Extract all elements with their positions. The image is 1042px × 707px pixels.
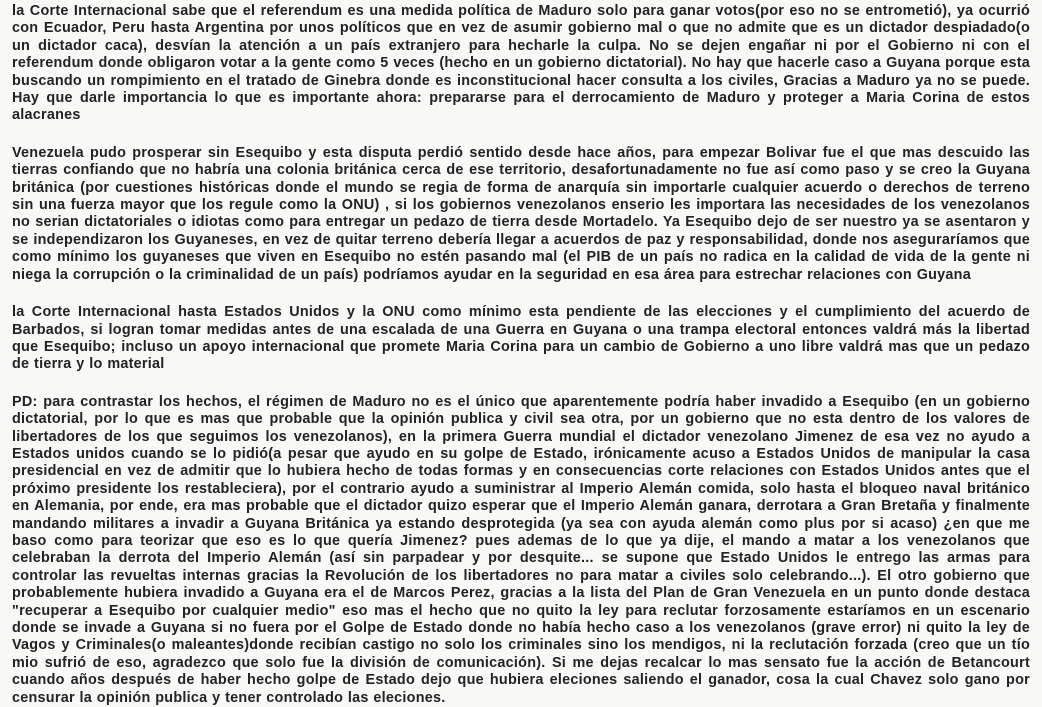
note-paragraph: la Corte Internacional hasta Estados Unidos y la ONU como mínimo esta pendiente de las elecciones y el cumplimiento del acuerdo de Barbados, si logran tomar medidas antes de una escalada de una Guerra en Guyana o una trampa electoral entonces valdrá más la libertad que Esequibo; incluso un apoyo internacional que promete Maria Corina para un cambio de Gobierno a uno libre valdrá mas que un pedazo de tierra y lo material: [12, 304, 1030, 373]
note-paragraph: PD: para contrastar los hechos, el régimen de Maduro no es el único que aparentemente podría haber invadido a Esequibo (en un gobierno dictatorial, por lo que es mas que probable que la opinión publica y civil sea otra, por un gobierno que no esta dentro de los valores de libertadores de los que seguimos los venezolanos), en la primera Guerra mundial el dictador venezolano Jimenez de esa vez no ayudo a Estados unidos cuando se lo pidió(a pesar que ayudo en su golpe de Estado, irónicamente acuso a Estados Unidos de manipular la casa presidencial en vez de admitir que lo hubiera hecho de todas formas y en consecuencias corte relaciones con Estados Unidos antes que el próximo presidente los restableciera), por el contrario ayudo a suministrar al Imperio Alemán comida, solo hasta el bloqueo naval británico en Alemania, por ende, era mas probable que el dictador quizo esperar que el Imperio Alemán ganara, derrotara a Gran Bretaña y finalmente mandando militares a invadir a Guyana Británica ya estando desprotegida (ya sea con ayuda alemán como plus por si acaso) ¿en que me baso como para teorizar que eso es lo que quería Jimenez? pues ademas de lo que ya dije, el mando a matar a los venezolanos que celebraban la derrota del Imperio Alemán (así sin parpadear y por desquite... se supone que Estado Unidos le entrego las armas para controlar las revueltas internas gracias la Revolución de los libertadores no para matar a civiles solo celebrando...). El otro gobierno que probablemente hubiera invadido a Guyana era el de Marcos Perez, gracias a la lista del Plan de Gran Venezuela en un punto donde destaca "recuperar a Esequibo por cualquier medio" eso mas el hecho que no quito la ley para reclutar forzosamente estaríamos en un escenario donde se invade a Guyana si no fuera por el Golpe de Estado donde no había hecho caso a los venezolanos (grave error) ni quito la ley de Vagos y Criminales(o maleantes)donde recibían castigo no solo los criminales sino los mendigos, ni la reclutación forzada (creo que un tío mio sufrió de eso, agradezco que solo fue la división de comunicación). Si me dejas recalcar lo mas sensato fue la acción de Betancourt cuando años después de haber hecho golpe de Estado dejo que hubiera eleciones saliendo el ganador, cosa la cual Chavez solo gano por censurar la opinión publica y tener controlado las eleciones.: [12, 393, 1030, 706]
note-paragraph: la Corte Internacional sabe que el referendum es una medida política de Maduro solo para ganar votos(por eso no se entrometió), ya ocurrió con Ecuador, Peru hasta Argentina por unos políticos que en vez de asumir gobierno mal o que no admite que es un dictador despiadado(o un dictador caca), desvían la atención a un país extranjero para hecharle la culpa. No se dejen engañar ni por el Gobierno ni con el referendum donde obligaron votar a la gente como 5 veces (hecho en un gobierno dictatorial). No hay que hacerle caso a Guyana porque esta buscando un rompimiento en el tratado de Ginebra donde es inconstitucional hacer consulta a los civiles, Gracias a Maduro ya no se puede. Hay que darle importancia lo que es importante ahora: prepararse para el derrocamiento de Maduro y proteger a Maria Corina de estos alacranes: [12, 3, 1030, 124]
note-paragraph: Venezuela pudo prosperar sin Esequibo y esta disputa perdió sentido desde hace años, para empezar Bolivar fue el que mas descuido las tierras confiando que no habría una colonia británica cerca de ese territorio, desafortunadamente no fue así como paso y se creo la Guyana británica (por cuestiones históricas donde el mundo se regia de forma de anarquía sin importarle cualquier acuerdo o derechos de terreno sin una fuerza mayor que los regule como la ONU) , si los gobiernos venezolanos enserio les importara las necesidades de los venezolanos no serian dictatoriales o idiotas como para entregar un pedazo de tierra desde Mortadelo. Ya Esequibo dejo de ser nuestro ya se asentaron y se independizaron los Guyaneses, en vez de quitar terreno debería llegar a acuerdos de paz y responsabilidad, donde nos aseguraríamos que como mínimo los guyaneses que viven en Esequibo no estén pasando mal (el PIB de un país no radica en la calidad de vida de la gente ni niega la corrupción o la criminalidad de un país) podríamos ayudar en la seguridad en esa área para estrechar relaciones con Guyana: [12, 144, 1030, 283]
